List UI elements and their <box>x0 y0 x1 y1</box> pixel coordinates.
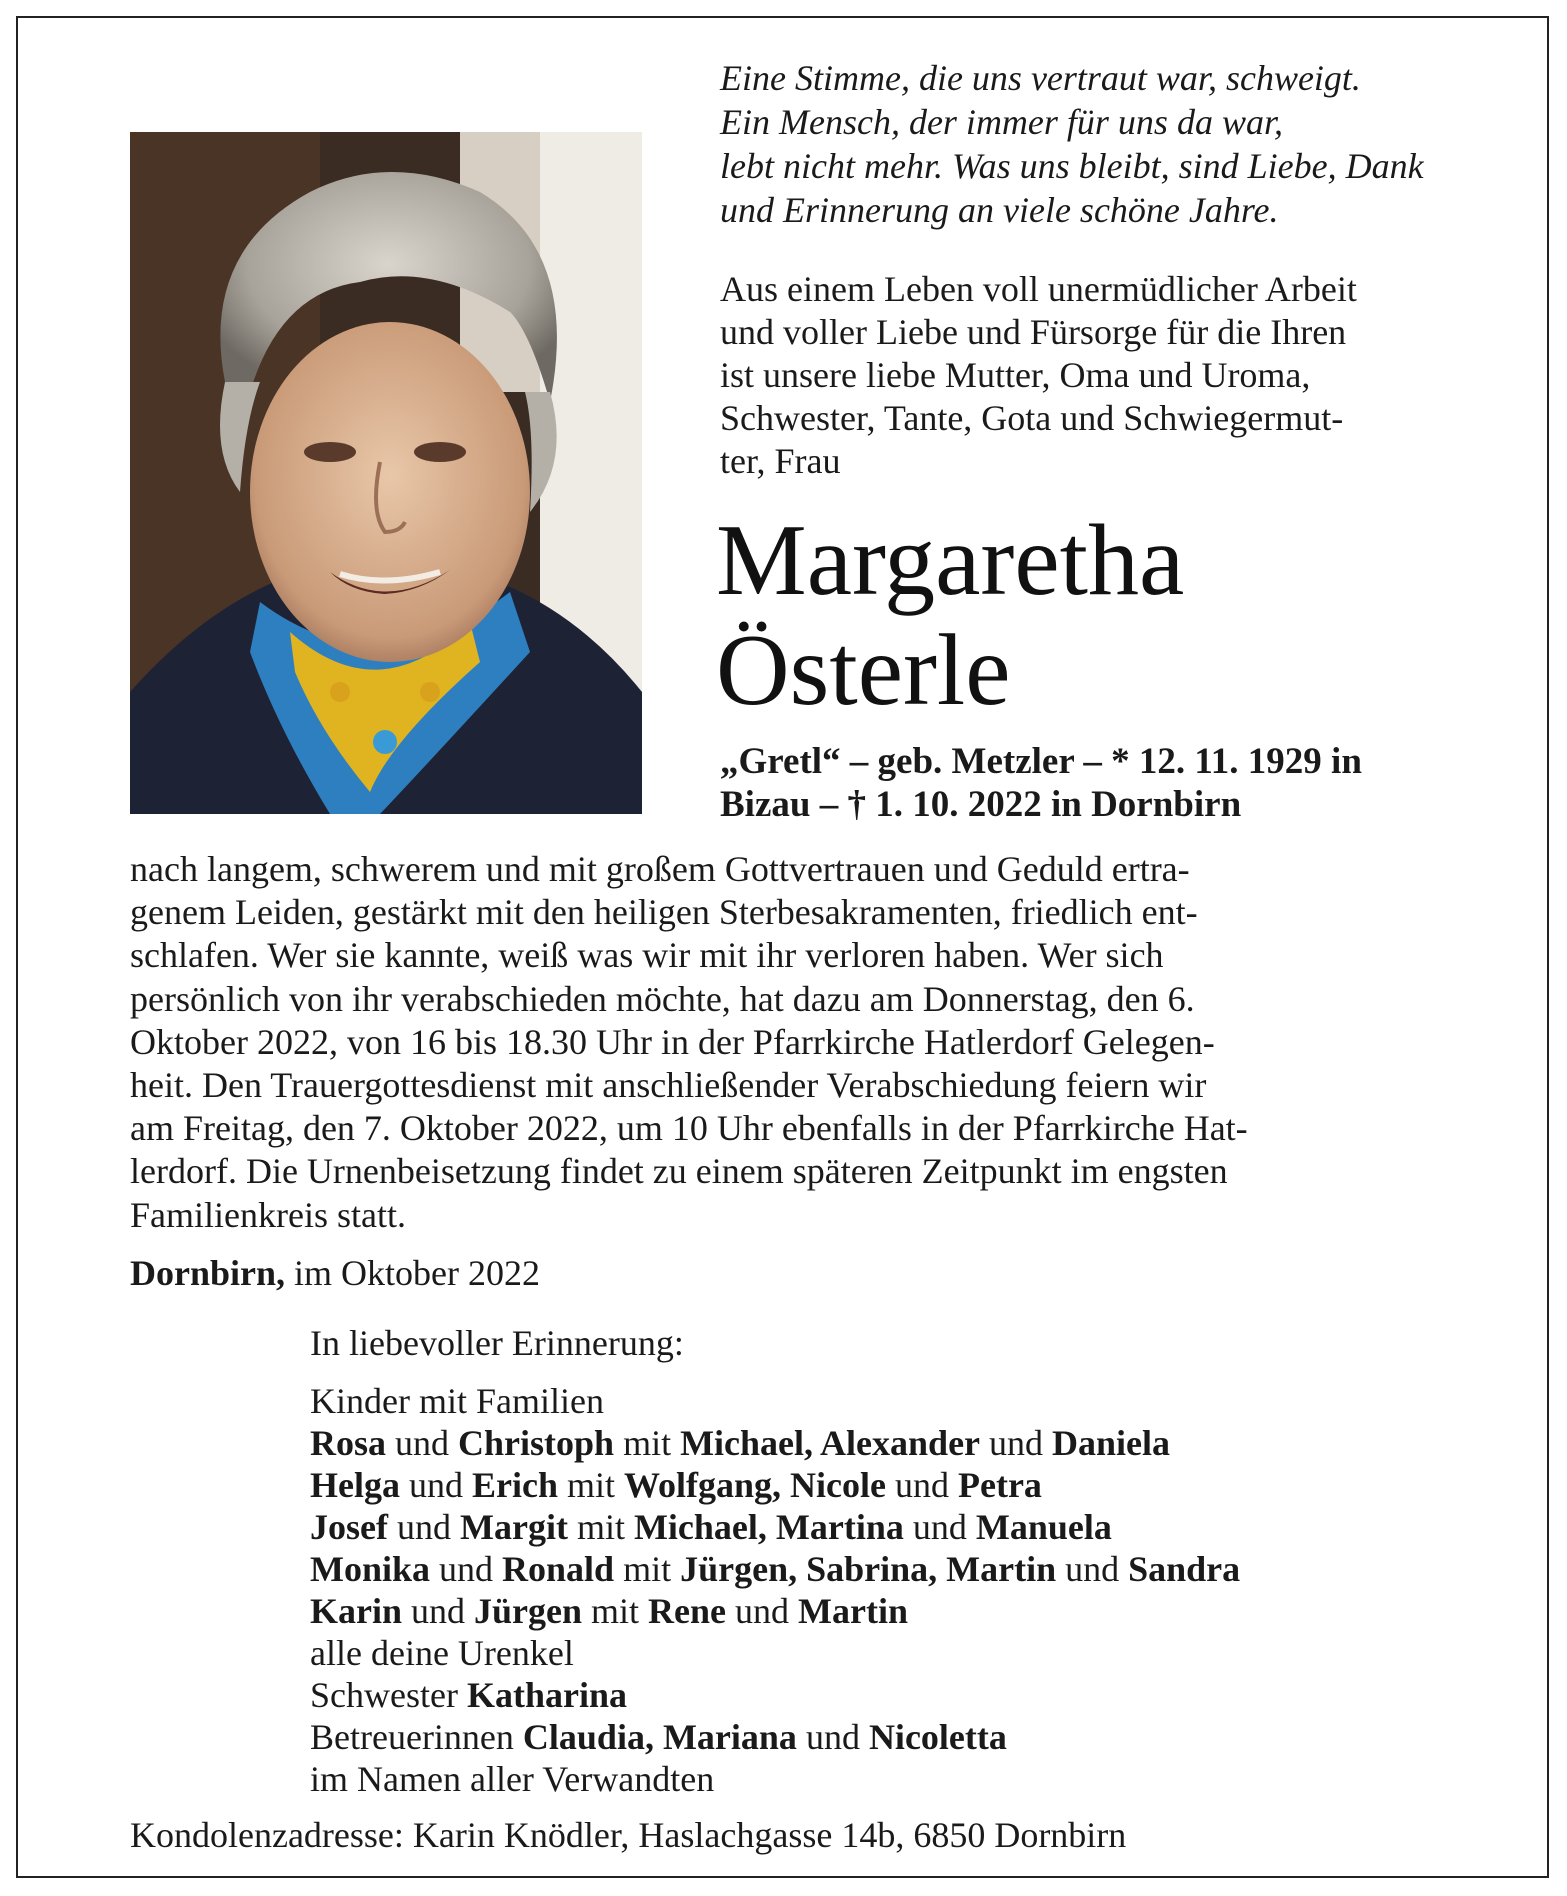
last-name: Österle <box>716 614 1011 727</box>
mourner-name: Nicoletta <box>868 1717 1007 1757</box>
mourner-text: alle deine Urenkel <box>310 1633 574 1673</box>
mourner-text: Betreuerinnen <box>310 1717 523 1757</box>
portrait-photo <box>130 132 642 814</box>
mourner-name: Petra <box>957 1465 1042 1505</box>
mourner-text: im Namen aller Verwandten <box>310 1759 715 1799</box>
mourner-name: Margit <box>459 1507 568 1547</box>
mourner-text: und <box>726 1591 799 1631</box>
mourner-name: Josef <box>310 1507 388 1547</box>
mourner-name: Monika <box>310 1549 431 1589</box>
mourner-name: Sandra <box>1128 1549 1241 1589</box>
body-text <box>130 848 1440 1237</box>
mourner-text: und <box>386 1423 459 1463</box>
deceased-name <box>716 506 1184 726</box>
mourners-list <box>310 1322 1240 1800</box>
body-line: persönlich von ihr verabschieden möchte, hat dazu am Donnerstag, den 6. <box>130 978 1195 1019</box>
mourner-text: und <box>387 1507 460 1547</box>
mourner-text: Kinder mit Familien <box>310 1381 604 1421</box>
mourners-heading: In liebevoller Erinnerung: <box>310 1323 684 1363</box>
condolence-address: Kondolenzadresse: Karin Knödler, Haslachgasse 14b, 6850 Dornbirn <box>130 1815 1127 1855</box>
body-line: Familienkreis statt. <box>130 1194 406 1235</box>
mourner-name: Martin <box>798 1591 908 1631</box>
place-date <box>130 1252 540 1295</box>
mourner-name: Manuela <box>975 1507 1112 1547</box>
mourner-text: mit <box>567 1507 634 1547</box>
body-line: lerdorf. Die Urnenbeisetzung findet zu einem späteren Zeitpunkt im engsten <box>130 1151 1228 1192</box>
mourner-name: Erich <box>471 1465 558 1505</box>
mourner-name: Jürgen <box>474 1591 583 1631</box>
mourner-name: Karin <box>310 1591 403 1631</box>
details-line: „Gretl“ – geb. Metzler – * 12. 11. 1929 in <box>720 741 1362 782</box>
mourner-text: Schwester <box>310 1675 467 1715</box>
intro-line: und voller Liebe und Fürsorge für die Ihren <box>720 312 1347 352</box>
memorial-quote <box>720 56 1480 232</box>
mourner-name: Daniela <box>1052 1423 1171 1463</box>
mourner-line <box>310 1716 1240 1758</box>
mourner-line <box>310 1674 1240 1716</box>
mourner-text: und <box>796 1717 869 1757</box>
mourner-name: Rene <box>648 1591 727 1631</box>
quote-line: Ein Mensch, der immer für uns da war, <box>720 102 1283 142</box>
quote-line: Eine Stimme, die uns vertraut war, schweigt. <box>720 58 1361 98</box>
mourner-text: und <box>980 1423 1053 1463</box>
mourner-text: und <box>903 1507 976 1547</box>
mourner-line <box>310 1548 1240 1590</box>
mourner-text: mit <box>582 1591 649 1631</box>
quote-line: lebt nicht mehr. Was uns bleibt, sind Liebe, Dank <box>720 146 1424 186</box>
mourner-text: mit <box>557 1465 624 1505</box>
mourner-name: Michael, Martina <box>633 1507 904 1547</box>
mourner-name: Katharina <box>466 1675 627 1715</box>
spacer <box>310 1364 1240 1380</box>
mourner-name: Jürgen, Sabrina, Martin <box>680 1549 1057 1589</box>
details-line: Bizau – † 1. 10. 2022 in Dornbirn <box>720 784 1242 825</box>
quote-line: und Erinnerung an viele schöne Jahre. <box>720 190 1279 230</box>
mourner-line <box>310 1590 1240 1632</box>
mourner-name: Christoph <box>458 1423 615 1463</box>
body-line: Oktober 2022, von 16 bis 18.30 Uhr in der Pfarrkirche Hatlerdorf Gelegen- <box>130 1021 1215 1062</box>
body-line: genem Leiden, gestärkt mit den heiligen Sterbesakramenten, friedlich ent- <box>130 892 1198 933</box>
body-line: nach langem, schwerem und mit großem Gottvertrauen und Geduld ertra- <box>130 849 1190 889</box>
mourner-name: Michael, Alexander <box>680 1423 981 1463</box>
birth-death-details <box>720 740 1362 826</box>
mourner-text: mit <box>614 1549 681 1589</box>
mourner-name: Wolfgang, Nicole <box>624 1465 886 1505</box>
body-line: heit. Den Trauergottesdienst mit anschließender Verabschiedung feiern wir <box>130 1065 1207 1106</box>
intro-text <box>720 268 1480 483</box>
mourner-line <box>310 1758 1240 1800</box>
mourner-line <box>310 1632 1240 1674</box>
intro-line: ist unsere liebe Mutter, Oma und Uroma, <box>720 355 1311 395</box>
mourner-line <box>310 1506 1240 1548</box>
mourner-line <box>310 1422 1240 1464</box>
mourner-text: und <box>885 1465 958 1505</box>
mourner-name: Helga <box>310 1465 400 1505</box>
mourner-text: und <box>430 1549 503 1589</box>
mourner-line <box>310 1380 1240 1422</box>
intro-line: Aus einem Leben voll unermüdlicher Arbeit <box>720 269 1357 309</box>
first-name: Margaretha <box>716 504 1185 617</box>
mourner-line <box>310 1464 1240 1506</box>
date: im Oktober 2022 <box>285 1253 541 1293</box>
mourner-text: mit <box>614 1423 681 1463</box>
place: Dornbirn, <box>130 1253 286 1293</box>
mourner-name: Claudia, Mariana <box>522 1717 797 1757</box>
mourner-name: Ronald <box>502 1549 615 1589</box>
body-line: schlafen. Wer sie kannte, weiß was wir mit ihr verloren haben. Wer sich <box>130 935 1164 976</box>
intro-line: Schwester, Tante, Gota und Schwiegermut- <box>720 398 1344 438</box>
mourner-text: und <box>1056 1549 1129 1589</box>
mourner-name: Rosa <box>310 1423 387 1463</box>
mourner-text: und <box>399 1465 472 1505</box>
mourner-text: und <box>402 1591 475 1631</box>
body-line: am Freitag, den 7. Oktober 2022, um 10 Uhr ebenfalls in der Pfarrkirche Hat- <box>130 1108 1248 1149</box>
intro-line: ter, Frau <box>720 441 841 481</box>
